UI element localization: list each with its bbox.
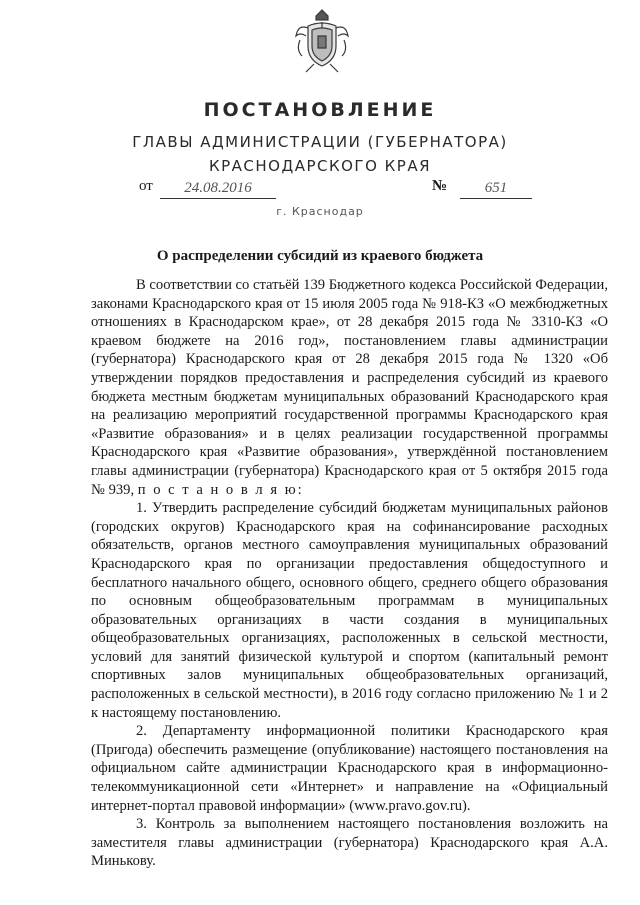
city-label: г. Краснодар	[276, 205, 364, 218]
authority-heading: ГЛАВЫ АДМИНИСТРАЦИИ (ГУБЕРНАТОРА)	[132, 133, 508, 151]
preamble-paragraph	[91, 276, 608, 499]
item-3: 3. Контроль за выполнением настоящего постановления возложить на заместителя главы администрации (губернатора) Краснодарского края А.А. Минькову.	[91, 816, 608, 870]
document-type-heading: ПОСТАНОВЛЕНИЕ	[203, 99, 437, 121]
item-1: 1. Утвердить распределение субсидий бюджетам муниципальных районов (городских округов) Краснодарского края на софинансирование расходных обязательств, органов местного самоуправления муниципальных образований Краснодарского края по организации предоставления общедоступного и бесплатного начального общего, основного общего, среднего общего образования по основным общеобразовательным программам в муниципальных образовательных организациях в части создания в муниципальных общеобразовательных организациях, расположенных в сельской местности, условий для занятий физической культурой и спортом (капитальный ремонт спортивных залов муниципальных общеобразовательных организаций, расположенных в сельской местности), в 2016 году согласно приложению № 1 и 2 к настоящему постановлению.	[91, 500, 608, 721]
number-prefix: №	[432, 178, 448, 194]
document-title: О распределении субсидий из краевого бюджета	[156, 248, 484, 264]
region-heading: КРАСНОДАРСКОГО КРАЯ	[208, 157, 432, 175]
document-body	[91, 276, 608, 871]
date-prefix: от	[139, 178, 153, 194]
item-2: 2. Департаменту информационной политики Краснодарского края (Пригода) обеспечить размещение (опубликование) настоящего постановления на официальном сайте администрации Краснодарского края в информационно-телекоммуникационной сети «Интернет» и направление на «Официальный интернет-портал правовой информации» (www.pravo.gov.ru).	[91, 723, 608, 814]
preamble-text: В соответствии со статьёй 139 Бюджетного кодекса Российской Федерации, законами Краснодарского края от 15 июля 2005 года № 918-КЗ «О межбюджетных отношениях в Краснодарском крае», от 28 декабря 2015 года № 3310-КЗ «О краевом бюджете на 2016 год», постановлением главы администрации (губернатора) Краснодарского края от 28 декабря 2015 года № 1320 «Об утверждении порядков предоставления и распределения субсидий из краевого бюджета местным бюджетам муниципальных образований Краснодарского края на реализацию мероприятий государственной программы Краснодарского края «Развитие образования» и в целях реализации государственной программы Краснодарского края «Развитие образования», утверждённой постановлением главы администрации (губернатора) Краснодарского края от 5 октября 2015 года № 939,	[91, 277, 608, 498]
date-value: 24.08.2016	[160, 180, 276, 199]
coat-of-arms-icon	[294, 6, 350, 74]
number-value: 651	[460, 180, 532, 199]
decree-word: п о с т а н о в л я ю:	[137, 481, 304, 498]
